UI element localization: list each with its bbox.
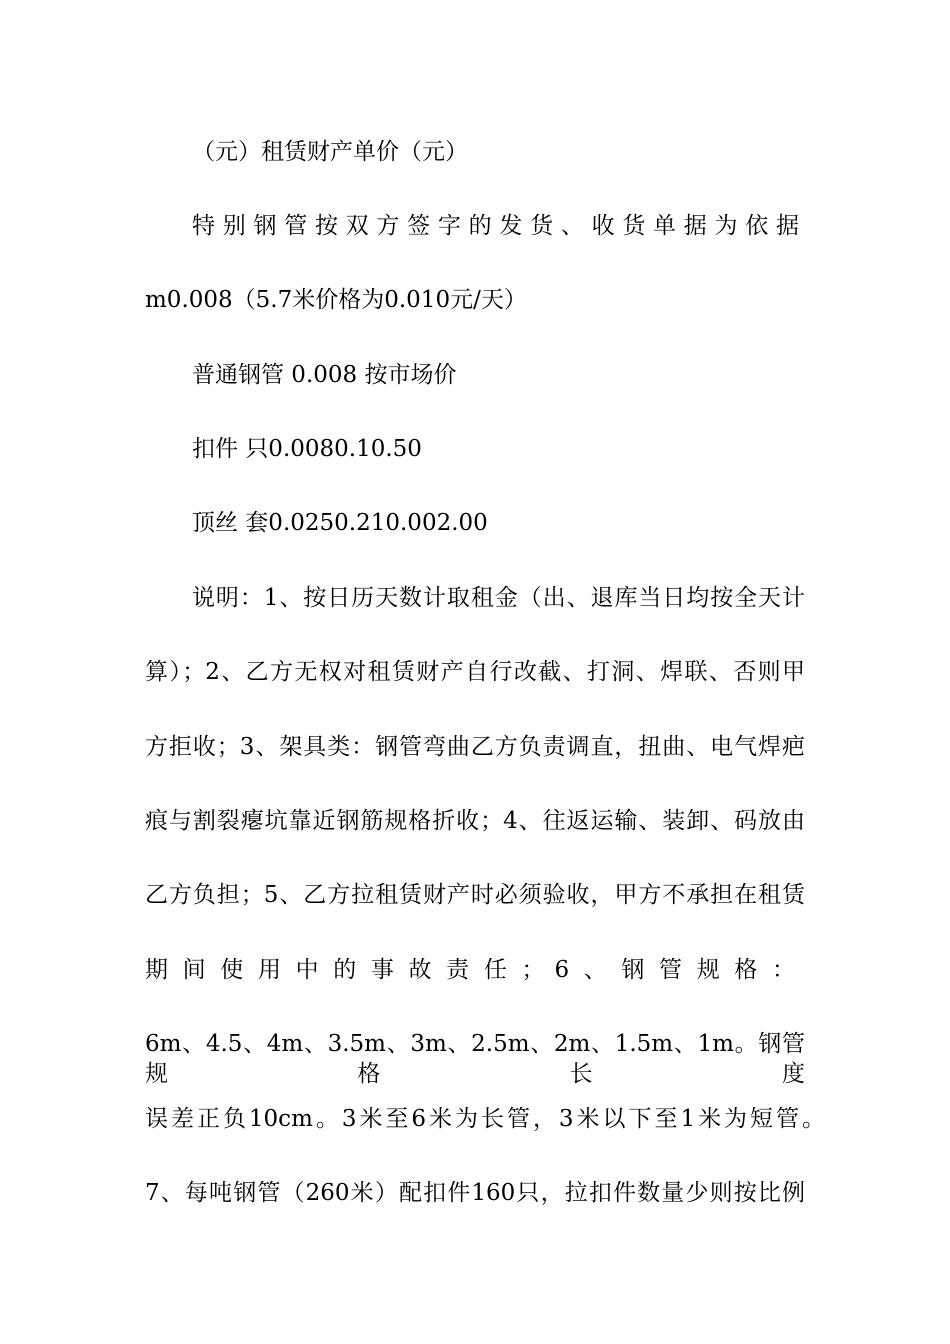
doc-line-7: 说明：1、按日历天数计取租金（出、退库当日均按全天计	[192, 585, 805, 611]
doc-line-8: 算）；2、乙方无权对租赁财产自行改截、打洞、焊联、否则甲	[145, 659, 805, 685]
doc-line-9: 方拒收；3、架具类：钢管弯曲乙方负责调直，扭曲、电气焊疤	[145, 734, 805, 760]
doc-line-2: 特别钢管按双方签字的发货、收货单据为依据	[192, 213, 805, 239]
doc-line-14: 误差正负10cm。3米至6米为长管，3米以下至1米为短管。	[145, 1106, 825, 1132]
doc-line-13: 6m、4.5、4m、3.5m、3m、2.5m、2m、1.5m、1m。钢管规格长度	[145, 1031, 805, 1087]
doc-line-3: m0.008（5.7米价格为0.010元/天）	[145, 287, 527, 313]
doc-line-12: 期间使用中的事故责任；6、钢管规格：	[145, 957, 805, 983]
doc-line-10: 痕与割裂瘪坑靠近钢筋规格折收；4、往返运输、装卸、码放由	[145, 808, 805, 834]
doc-line-15: 7、每吨钢管（260米）配扣件160只，拉扣件数量少则按比例	[145, 1180, 805, 1206]
doc-line-5: 扣件 只0.0080.10.50	[192, 436, 422, 462]
doc-line-6: 顶丝 套0.0250.210.002.00	[192, 510, 488, 536]
doc-line-1: （元）租赁财产单价（元）	[192, 139, 468, 165]
doc-line-11: 乙方负担；5、乙方拉租赁财产时必须验收，甲方不承担在租赁	[145, 882, 805, 908]
doc-line-4: 普通钢管 0.008 按市场价	[192, 362, 457, 388]
